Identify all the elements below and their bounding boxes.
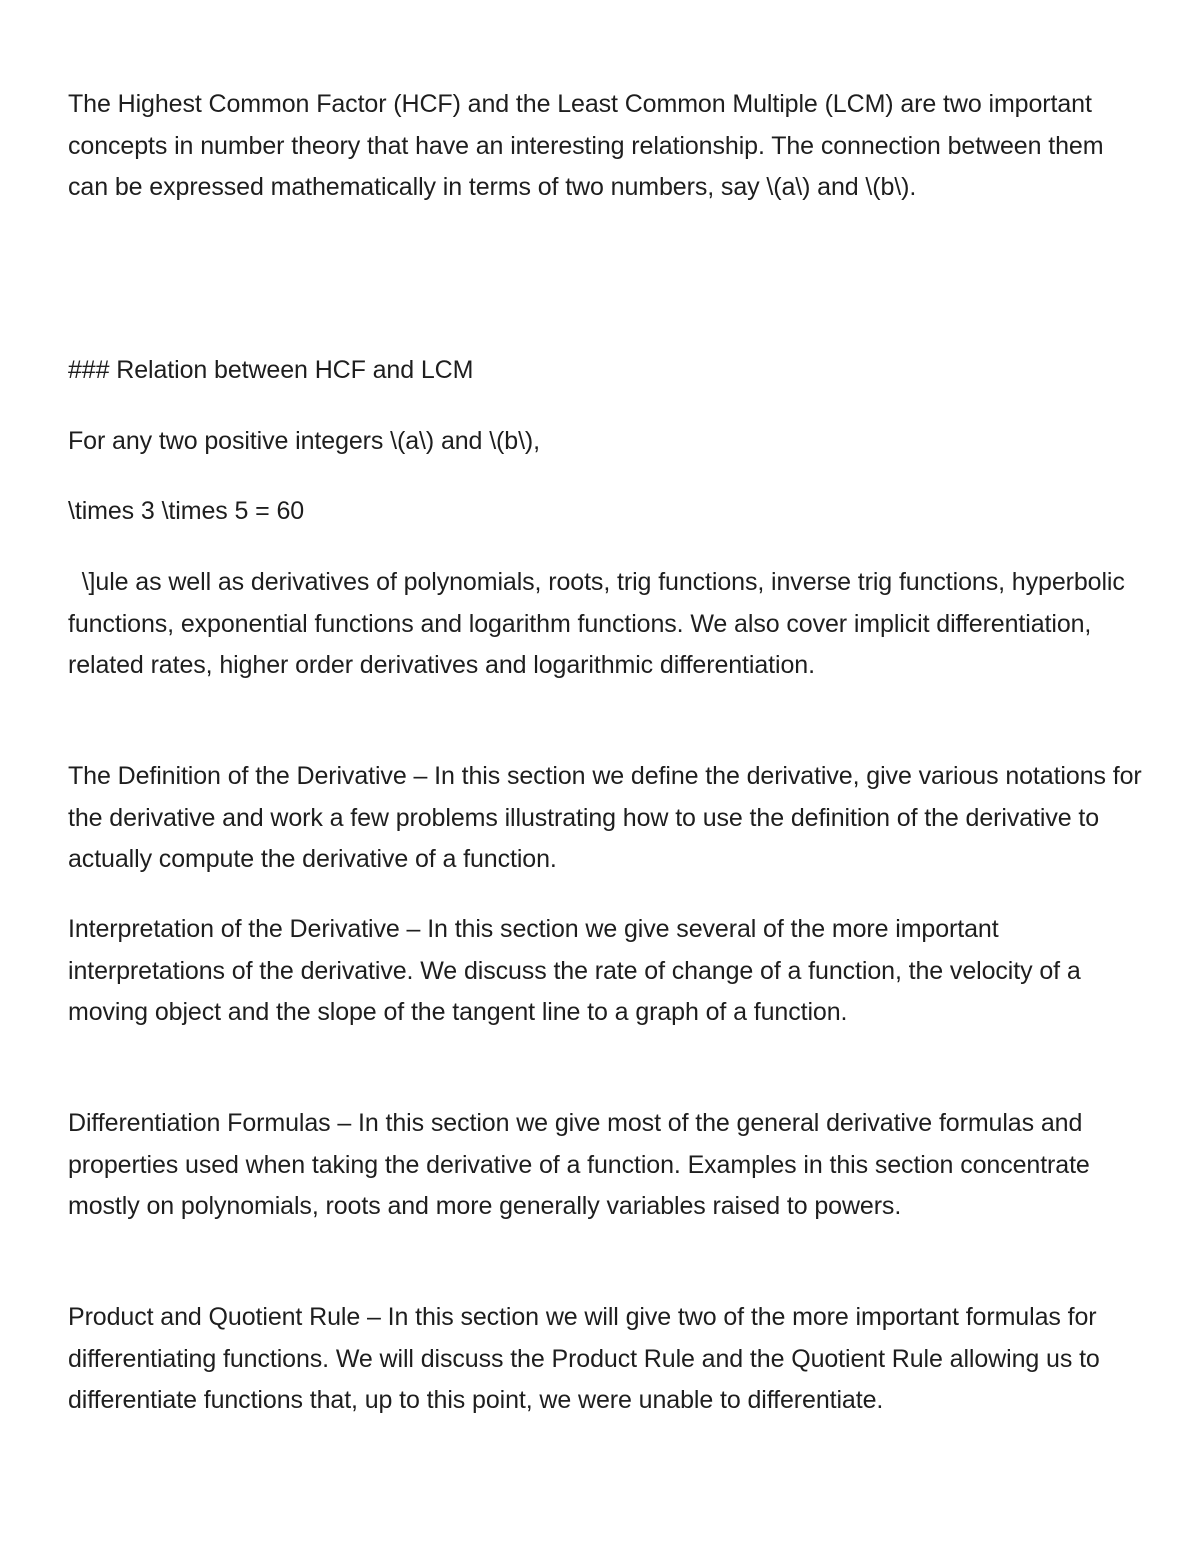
interpretation-of-derivative-paragraph: Interpretation of the Derivative – In this section we give several of the more important interpretations of the derivative. We discuss the rate of change of a function, the velocity of a moving object and the slope of the tangent line to a graph of a function. [68, 915, 1088, 1026]
math-fragment: \times 3 \times 5 = 60 [68, 497, 305, 525]
differentiation-formulas-paragraph: Differentiation Formulas – In this section we give most of the general derivative formulas and properties used when taking the derivative of a function. Examples in this section concentrate mostly on polynomials, roots and more generally variables raised to powers. [68, 1109, 1097, 1220]
derivatives-overview-paragraph: \]ule as well as derivatives of polynomials, roots, trig functions, inverse trig functions, hyperbolic functions, exponential functions and logarithm functions. We also cover implicit differentiation, related rates, higher order derivatives and logarithmic differentiation. [68, 568, 1132, 679]
product-quotient-rule-paragraph: Product and Quotient Rule – In this section we will give two of the more important formulas for differentiating functions. We will discuss the Product Rule and the Quotient Rule allowing us to differentiate functions that, up to this point, we were unable to differentiate. [68, 1303, 1107, 1414]
definition-of-derivative-paragraph: The Definition of the Derivative – In this section we define the derivative, give various notations for the derivative and work a few problems illustrating how to use the definition of the derivative to actually compute the derivative of a function. [68, 762, 1149, 873]
intro-paragraph: The Highest Common Factor (HCF) and the Least Common Multiple (LCM) are two important concepts in number theory that have an interesting relationship. The connection between them can be expressed mathematically in terms of two numbers, say \(a\) and \(b\). [68, 90, 1111, 201]
section-heading: ### Relation between HCF and LCM [68, 356, 474, 384]
integers-statement: For any two positive integers \(a\) and \(b\), [68, 427, 540, 455]
